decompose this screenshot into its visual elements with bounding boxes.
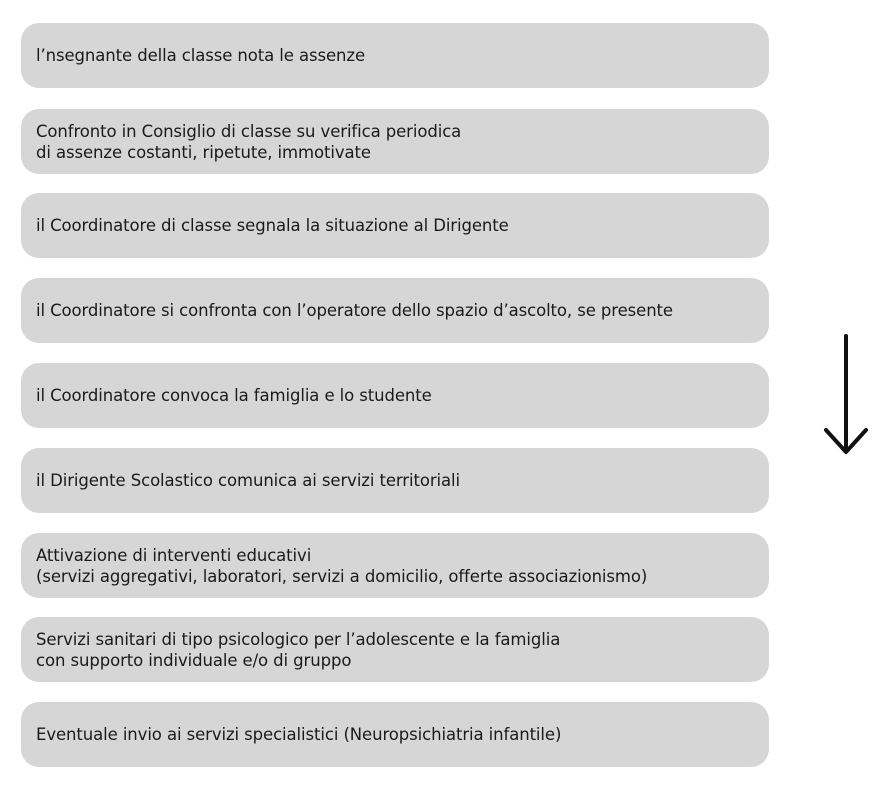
step-box	[21, 448, 769, 513]
step-box	[21, 702, 769, 767]
step-box	[21, 109, 769, 174]
step-box	[21, 533, 769, 598]
step-text: il Coordinatore di classe segnala la situazione al Dirigente	[36, 216, 509, 235]
step-box	[21, 363, 769, 428]
step-text: Eventuale invio ai servizi specialistici (Neuropsichiatria infantile)	[36, 725, 562, 744]
step-text: il Coordinatore convoca la famiglia e lo studente	[36, 386, 432, 405]
step-box	[21, 193, 769, 258]
step-text: con supporto individuale e/o di gruppo	[36, 650, 352, 670]
step-text: (servizi aggregativi, laboratori, servizi a domicilio, offerte associazionismo)	[36, 566, 648, 586]
arrow-down-icon	[822, 334, 872, 458]
step-text: l’nsegnante della classe nota le assenze	[36, 46, 365, 65]
step-box	[21, 617, 769, 682]
step-text: di assenze costanti, ripetute, immotivate	[36, 142, 371, 162]
step-box	[21, 23, 769, 88]
step-text: Confronto in Consiglio di classe su verifica periodica	[36, 121, 462, 141]
step-text: il Dirigente Scolastico comunica ai servizi territoriali	[36, 471, 460, 490]
step-text: Attivazione di interventi educativi	[36, 545, 312, 565]
step-text: il Coordinatore si confronta con l’operatore dello spazio d’ascolto, se presente	[36, 301, 673, 320]
step-text: Servizi sanitari di tipo psicologico per l’adolescente e la famiglia	[36, 629, 561, 649]
step-box	[21, 278, 769, 343]
